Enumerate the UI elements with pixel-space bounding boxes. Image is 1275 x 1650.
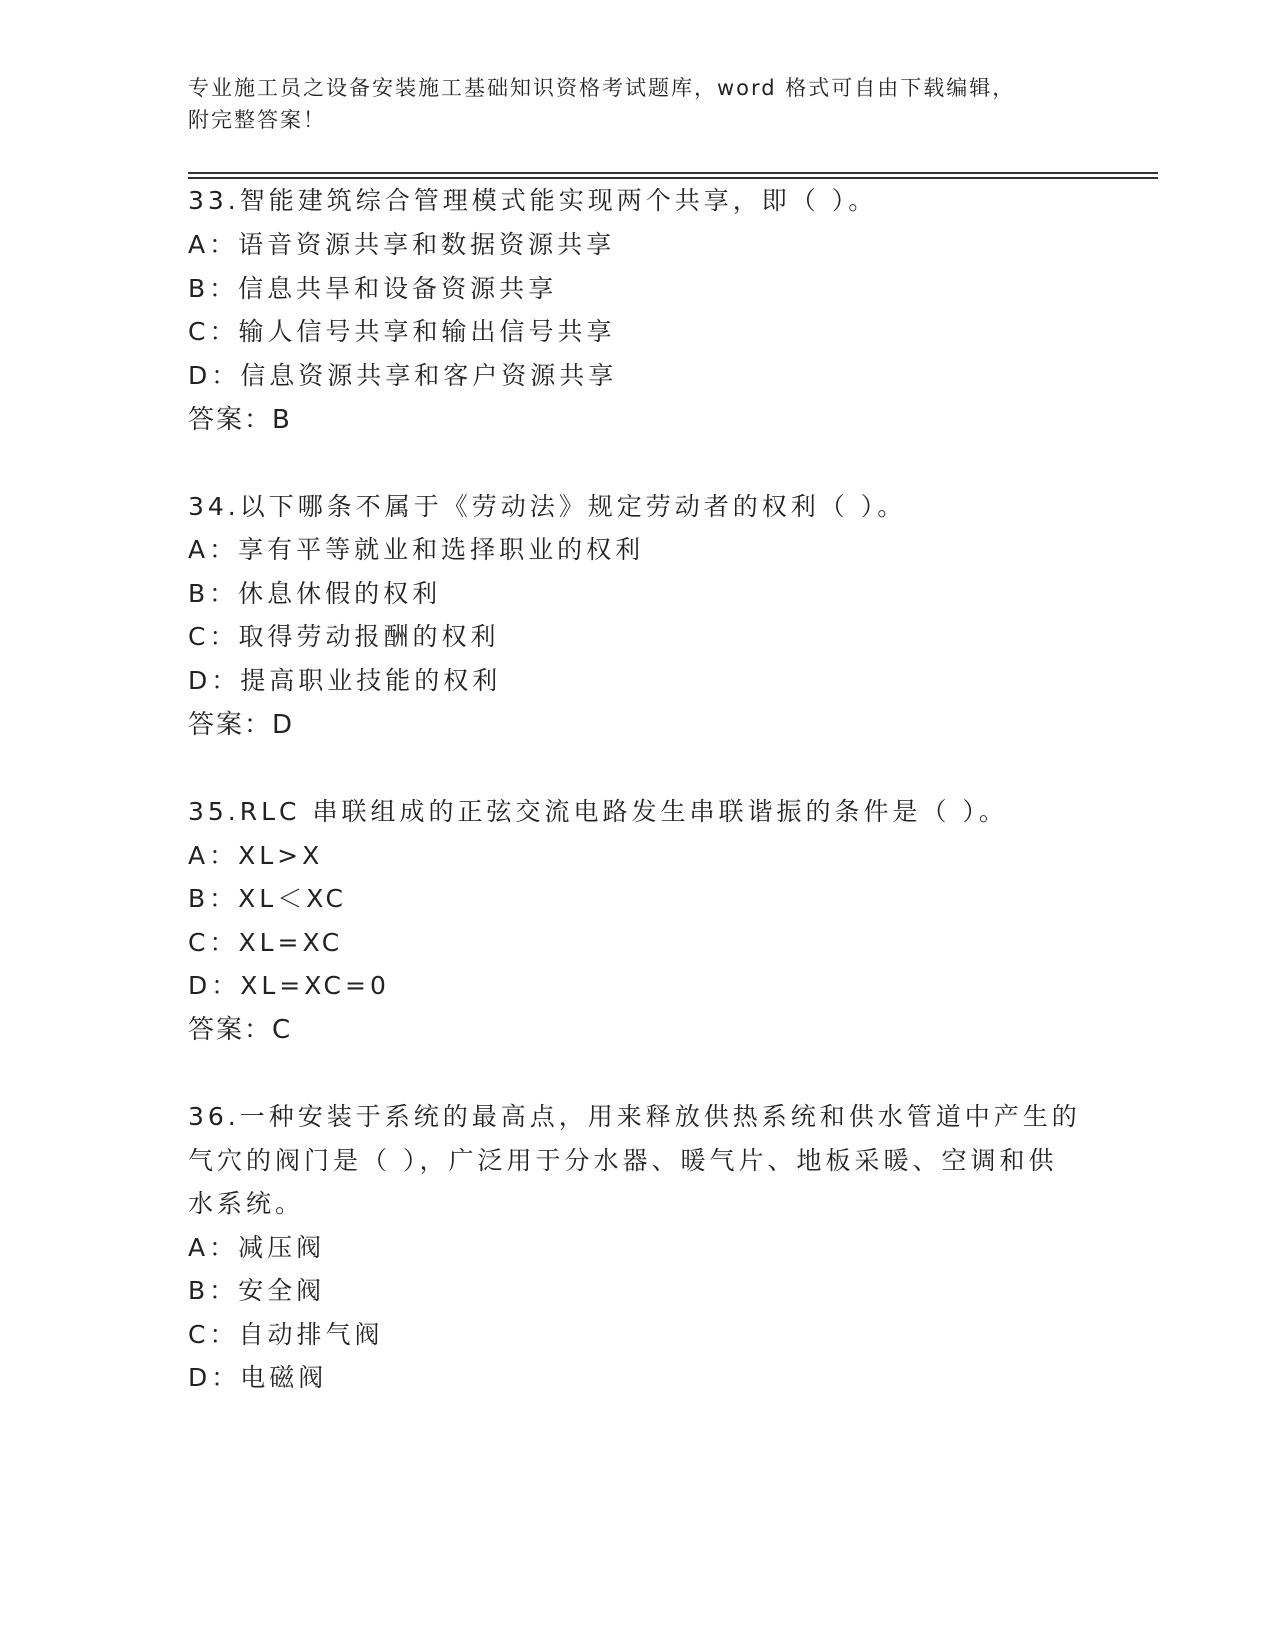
document-header-line-1: 专业施工员之设备安装施工基础知识资格考试题库，word 格式可自由下载编辑， <box>188 76 1016 100</box>
question-35-option-d: D：XL=XC=0 <box>188 971 390 1000</box>
question-36-stem-line-3: 水系统。 <box>188 1189 305 1218</box>
question-34-option-a: A：享有平等就业和选择职业的权利 <box>188 535 645 564</box>
question-36-option-c: C：自动排气阀 <box>188 1320 384 1349</box>
question-35-option-c: C：XL=XC <box>188 928 344 957</box>
question-36-stem-line-1: 36.一种安装于系统的最高点，用来释放供热系统和供水管道中产生的 <box>188 1102 1081 1131</box>
document-header-line-2: 附完整答案！ <box>188 108 326 132</box>
question-34-stem: 34.以下哪条不属于《劳动法》规定劳动者的权利（ ）。 <box>188 492 907 521</box>
question-33-answer: 答案：B <box>188 405 292 435</box>
question-34-answer: 答案：D <box>188 710 295 740</box>
question-33-option-a: A：语音资源共享和数据资源共享 <box>188 230 616 259</box>
question-33-option-b: B：信息共旱和设备资源共享 <box>188 274 558 303</box>
question-34-option-d: D：提高职业技能的权利 <box>188 666 502 695</box>
question-36-option-b: B：安全阀 <box>188 1276 326 1305</box>
header-divider-top <box>188 172 1158 174</box>
question-36-option-a: A：减压阀 <box>188 1233 326 1262</box>
question-35-option-b: B：XL＜XC <box>188 884 347 913</box>
question-34-option-c: C：取得劳动报酬的权利 <box>188 622 500 651</box>
question-35-answer: 答案：C <box>188 1015 293 1045</box>
header-divider-bottom <box>188 177 1158 179</box>
question-36-stem-line-2: 气穴的阀门是（ ），广泛用于分水器、暖气片、地板采暖、空调和供 <box>188 1146 1058 1175</box>
question-36-option-d: D：电磁阀 <box>188 1363 328 1392</box>
question-33-option-c: C：输人信号共享和输出信号共享 <box>188 317 616 346</box>
question-33-option-d: D：信息资源共享和客户资源共享 <box>188 361 618 390</box>
question-34-option-b: B：休息休假的权利 <box>188 579 442 608</box>
question-35-stem: 35.RLC 串联组成的正弦交流电路发生串联谐振的条件是（ ）。 <box>188 797 1008 826</box>
question-33-stem: 33.智能建筑综合管理模式能实现两个共享，即（ ）。 <box>188 186 878 215</box>
question-35-option-a: A：XL>X <box>188 841 324 870</box>
